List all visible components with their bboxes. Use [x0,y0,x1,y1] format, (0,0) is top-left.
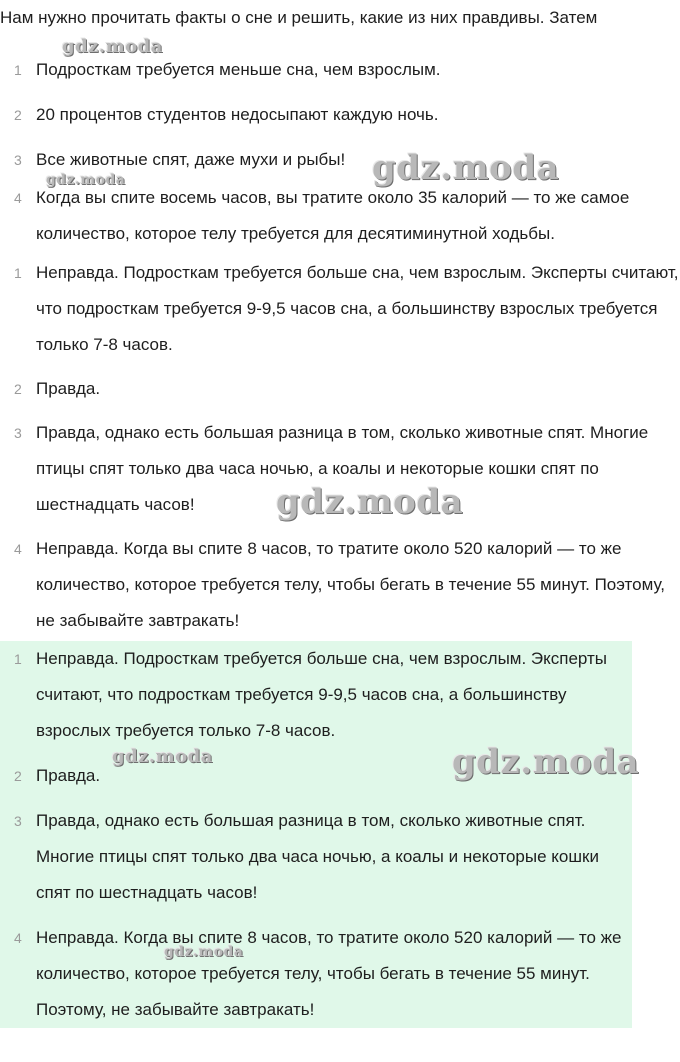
item-text: Неправда. Когда вы спите 8 часов, то тратите около 520 калорий — то же количество, которое требуется телу, чтобы бегать в течение 55 минут. Поэтому, не забывайте завтракать! [36,928,622,1019]
item-text: Правда, однако есть большая разница в том, сколько животные спят. Многие птицы спят только два часа ночью, а коалы и некоторые кошки спят по шестнадцать часов! [36,811,599,902]
item-number: 4 [14,930,22,946]
item-text: Правда, однако есть большая разница в том, сколько животные спят. Многие птицы спят только два часа ночью, а коалы и некоторые кошки спят по шестнадцать часов! [36,423,649,514]
list-item [0,920,632,1028]
item-text: 20 процентов студентов недосыпают каждую ночь. [36,105,439,124]
list-item [0,641,632,749]
item-text: Подросткам требуется меньше сна, чем взрослым. [36,60,441,79]
watermark: gdz.moda [46,172,126,188]
item-text: Правда. [36,766,101,785]
item-text: Все животные спят, даже мухи и рыбы! [36,150,346,169]
watermark: gdz.moda [372,148,560,188]
list-item [0,803,632,911]
watermark: gdz.moda [164,944,244,960]
intro-text: Нам нужно прочитать факты о сне и решить, какие из них правдивы. Затем [0,8,598,27]
item-number: 1 [14,265,22,281]
facts-list [0,52,680,252]
item-number: 2 [14,768,22,784]
watermark: gdz.moda [62,36,163,57]
watermark: gdz.moda [112,746,213,767]
list-item [0,97,680,133]
item-text: Неправда. Подросткам требуется больше сна, чем взрослым. Эксперты считают, что подросткам требуется 9-9,5 часов сна, а большинству взрослых требуется только 7-8 часов. [36,263,679,354]
list-item [0,415,680,523]
watermark: gdz.moda [276,482,464,522]
item-number: 3 [14,813,22,829]
list-item [0,180,680,252]
item-number: 4 [14,190,22,206]
list-item [0,142,680,178]
highlighted-answers-block [0,641,632,1028]
item-number: 1 [14,651,22,667]
item-text: Правда. [36,379,101,398]
item-text: Неправда. Подросткам требуется больше сна, чем взрослым. Эксперты считают, что подросткам требуется 9-9,5 часов сна, а большинству взрослых требуется только 7-8 часов. [36,649,608,740]
list-item [0,255,680,363]
list-item [0,371,680,407]
item-number: 3 [14,152,22,168]
list-item [0,52,680,88]
item-text: Когда вы спите восемь часов, вы тратите около 35 калорий — то же самое количество, которое телу требуется для десятиминутной ходьбы. [36,188,630,243]
list-item [0,531,680,639]
item-number: 2 [14,381,22,397]
item-number: 3 [14,425,22,441]
answers-list [0,255,680,639]
watermark: gdz.moda [452,742,640,782]
item-text: Неправда. Когда вы спите 8 часов, то тратите около 520 калорий — то же количество, которое требуется телу, чтобы бегать в течение 55 минут. Поэтому, не забывайте завтракать! [36,539,665,630]
item-number: 1 [14,62,22,78]
list-item [0,758,632,794]
item-number: 4 [14,541,22,557]
item-number: 2 [14,107,22,123]
